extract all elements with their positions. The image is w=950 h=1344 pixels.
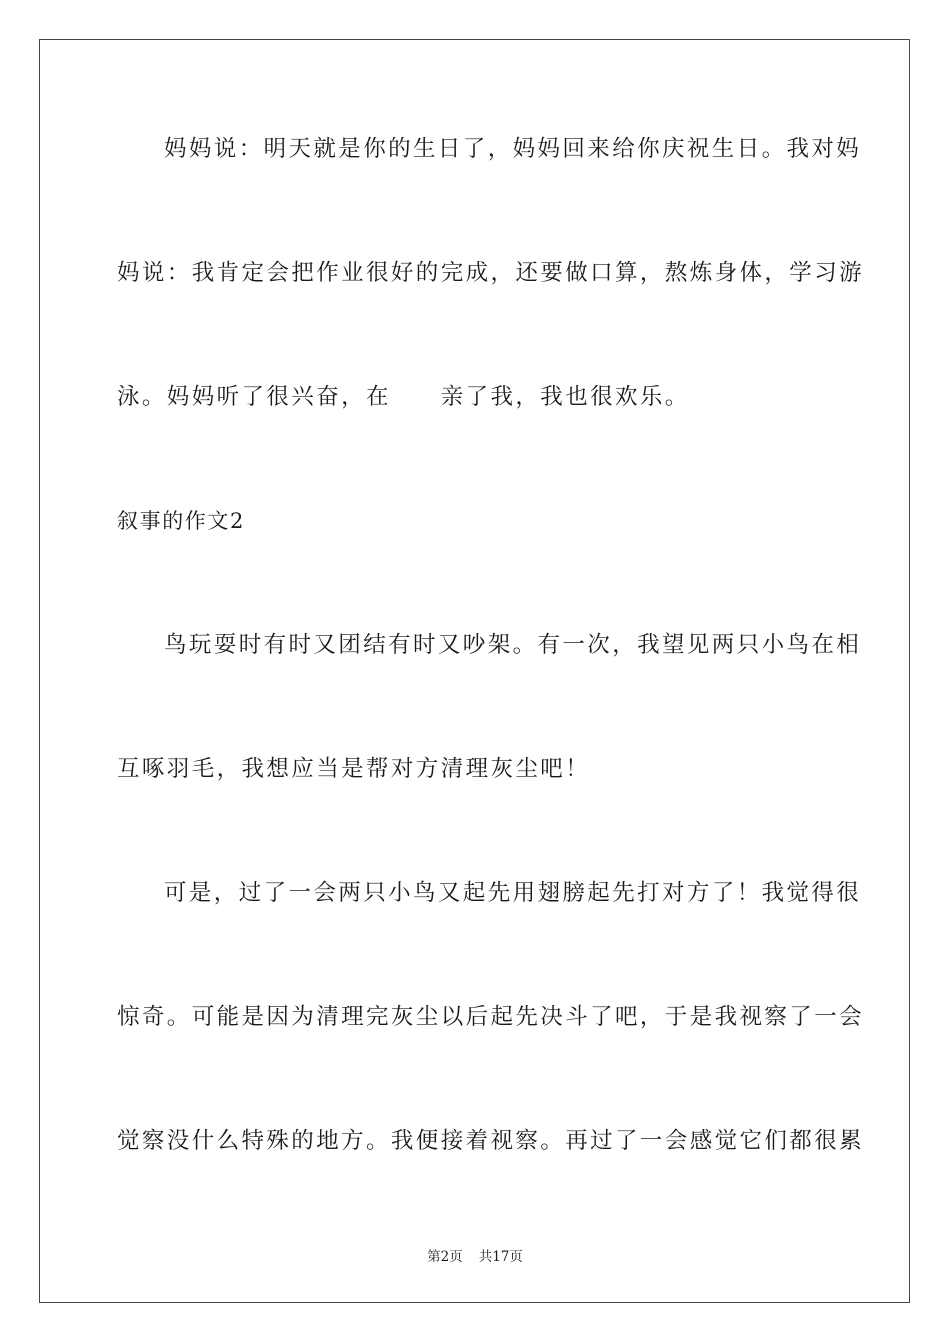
page-footer (0, 1248, 950, 1266)
body-line-3: 泳。妈妈听了很兴奋，在 亲了我，我也很欢乐。 (117, 384, 690, 410)
body-line-8: 惊奇。可能是因为清理完灰尘以后起先决斗了吧，于是我视察了一会 (117, 1004, 865, 1030)
page-total: 共17页 (478, 1249, 523, 1265)
body-line-7: 可是，过了一会两只小鸟又起先用翅膀起先打对方了！我觉得很 (164, 880, 862, 906)
page-border (39, 39, 910, 1303)
body-line-5: 鸟玩耍时有时又团结有时又吵架。有一次，我望见两只小鸟在相 (164, 632, 862, 658)
body-line-1: 妈妈说：明天就是你的生日了，妈妈回来给你庆祝生日。我对妈 (164, 136, 862, 162)
section-heading: 叙事的作文2 (117, 509, 245, 533)
page-number: 第2页 (427, 1249, 463, 1265)
body-line-6: 互啄羽毛，我想应当是帮对方清理灰尘吧！ (117, 756, 591, 782)
body-line-2: 妈说：我肯定会把作业很好的完成，还要做口算，熬炼身体，学习游 (117, 260, 865, 286)
body-line-9: 觉察没什么特殊的地方。我便接着视察。再过了一会感觉它们都很累 (117, 1128, 865, 1154)
